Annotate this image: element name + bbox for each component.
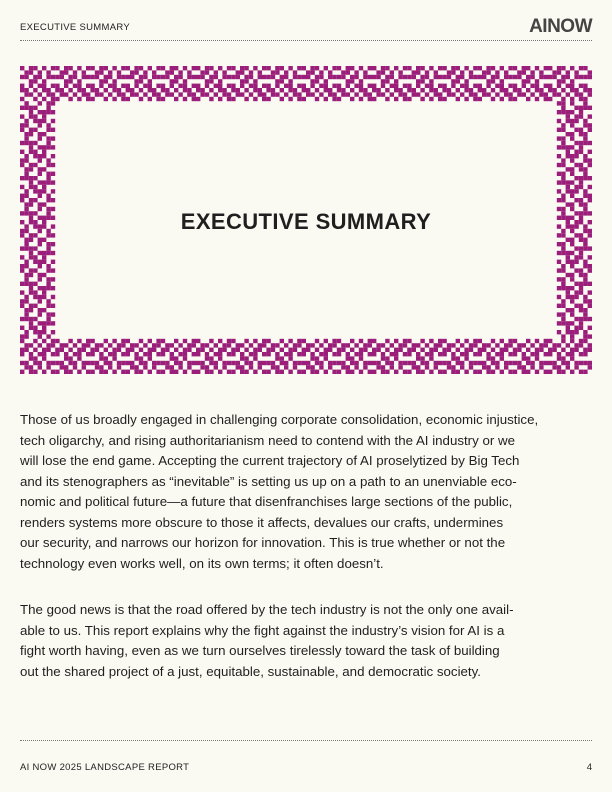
paragraph-line: tech oligarchy, and rising authoritarianism need to contend with the AI industry or we	[20, 432, 515, 448]
header-divider	[20, 40, 592, 41]
paragraph-line: will lose the end game. Accepting the current trajectory of AI proselytized by Big Tech	[20, 453, 520, 468]
paragraph-line: out the shared project of a just, equitable, sustainable, and democratic society.	[20, 663, 481, 679]
section-title: EXECUTIVE SUMMARY	[180, 209, 432, 234]
paragraph-line: Those of us broadly engaged in challenging corporate consolidation, economic injustice,	[20, 412, 539, 427]
paragraph-line: our security, and narrows our horizon for innovation. This is true whether or not the	[20, 535, 506, 550]
paragraph-line: nomic and political future—a future that disenfranchises large sections of the public,	[20, 494, 513, 509]
paragraph-line: able to us. This report explains why the fight against the industry’s vision for AI is a	[20, 622, 505, 638]
decorative-pixel-frame	[20, 66, 592, 378]
header-section-label: EXECUTIVE SUMMARY	[20, 22, 130, 33]
body-paragraph-2	[20, 600, 594, 682]
paragraph-line: fight worth having, even as we turn ourselves tirelessly toward the task of building	[20, 643, 500, 658]
body-paragraph-1	[20, 410, 594, 574]
footer-report-name: AI NOW 2025 LANDSCAPE REPORT	[20, 762, 190, 773]
paragraph-line: technology even works well, on its own terms; it often doesn’t.	[20, 555, 384, 571]
paragraph-line: The good news is that the road offered by the tech industry is not the only one avail-	[20, 602, 514, 617]
page-number: 4	[586, 762, 592, 773]
paragraph-line: and its stenographers as “inevitable” is setting us up on a path to an unenviable eco-	[20, 473, 517, 489]
footer-divider	[20, 740, 592, 741]
paragraph-line: renders systems more obscure to those it affects, devalues our crafts, undermines	[20, 514, 504, 530]
ai-now-logo: AINOW	[529, 16, 592, 37]
